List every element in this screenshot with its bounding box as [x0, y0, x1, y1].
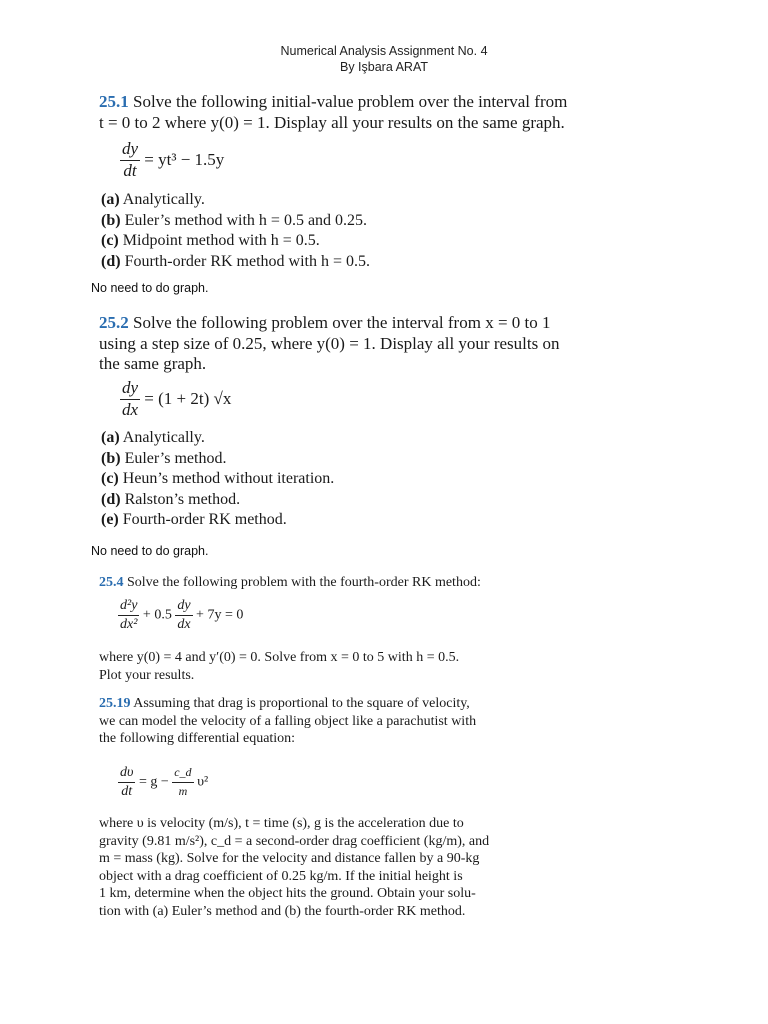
- part-item: [101, 231, 370, 252]
- statement-line: Solve the following problem with the fourth-order RK method:: [123, 575, 481, 590]
- part-label: (e): [101, 511, 119, 528]
- author-line: By Işbara ARAT: [340, 60, 428, 74]
- part-label: (d): [101, 252, 121, 270]
- statement-line: the following differential equation:: [99, 731, 296, 746]
- part-label: (c): [101, 470, 119, 487]
- part-item: [101, 428, 334, 449]
- part-item: [101, 510, 334, 531]
- eq-denominator: m: [178, 783, 188, 798]
- part-text: Heun’s method without iteration.: [118, 470, 335, 487]
- eq-denominator: dx: [177, 616, 191, 632]
- body-line: 1 km, determine when the object hits the ground. Obtain your solu-: [99, 886, 476, 901]
- part-item: [101, 211, 370, 232]
- problem-25-4-statement: [99, 574, 539, 592]
- body-line: object with a drag coefficient of 0.25 kg/m. If the initial height is: [99, 868, 463, 884]
- problem-25-4-body: [99, 649, 539, 684]
- statement-line: we can model the velocity of a falling object like a parachutist with: [99, 713, 477, 729]
- body-line: m = mass (kg). Solve for the velocity and distance fallen by a 90-kg: [99, 851, 480, 866]
- statement-line: where y(0) = 4 and y′(0) = 0. Solve from x = 0 to 5 with h = 0.5.: [99, 650, 460, 665]
- problem-number: 25.4: [99, 575, 124, 590]
- equation-25-19: [118, 764, 208, 800]
- eq-mid: = g −: [138, 774, 169, 790]
- statement-line: t = 0 to 2 where y(0) = 1. Display all your results on the same graph.: [99, 112, 565, 132]
- eq-numerator: dy: [120, 378, 140, 400]
- eq-denominator: dx²: [120, 616, 138, 632]
- statement-line: using a step size of 0.25, where y(0) = 1. Display all your results on: [99, 333, 560, 353]
- problem-number: 25.19: [99, 696, 131, 711]
- body-line: gravity (9.81 m/s²), c_d = a second-order drag coefficient (kg/m), and: [99, 833, 490, 849]
- eq-numerator: dυ: [118, 764, 135, 783]
- part-label: (b): [101, 449, 121, 467]
- part-label: (b): [101, 211, 121, 229]
- part-text: Analytically.: [119, 191, 205, 208]
- note-no-graph-1: No need to do graph.: [91, 281, 209, 295]
- note-no-graph-2: No need to do graph.: [91, 544, 209, 558]
- parts-25-1: [101, 190, 370, 272]
- part-text: Midpoint method with h = 0.5.: [118, 232, 320, 249]
- part-label: (c): [101, 232, 119, 249]
- body-line: tion with (a) Euler’s method and (b) the fourth-order RK method.: [99, 903, 466, 919]
- eq-denominator: dt: [123, 160, 137, 180]
- parts-25-2: [101, 428, 334, 531]
- eq-mid: + 0.5: [142, 607, 172, 623]
- problem-25-2-statement: [99, 313, 589, 375]
- part-label: (a): [101, 191, 120, 208]
- eq-end: υ²: [197, 774, 209, 790]
- eq-denominator: dt: [121, 783, 133, 799]
- equation-25-4: [118, 597, 243, 633]
- part-item: [101, 252, 370, 273]
- part-text: Euler’s method.: [120, 449, 227, 467]
- part-text: Ralston’s method.: [120, 490, 241, 508]
- statement-line: Solve the following initial-value problem over the interval from: [128, 92, 568, 111]
- body-line: where υ is velocity (m/s), t = time (s), g is the acceleration due to: [99, 816, 464, 831]
- statement-line: the same graph.: [99, 354, 207, 373]
- part-text: Fourth-order RK method with h = 0.5.: [120, 252, 371, 270]
- part-text: Euler’s method with h = 0.5 and 0.25.: [120, 211, 368, 229]
- eq-rhs: = yt³ − 1.5y: [144, 149, 225, 169]
- equation-25-2: [120, 378, 231, 420]
- problem-number: 25.1: [99, 92, 129, 111]
- part-text: Fourth-order RK method.: [118, 511, 287, 528]
- part-label: (a): [101, 429, 120, 446]
- eq-denominator: dx: [122, 399, 139, 419]
- part-text: Analytically.: [119, 429, 205, 446]
- problem-25-19-statement: [99, 695, 539, 748]
- equation-25-1: [120, 139, 224, 181]
- problem-25-19-body: [99, 815, 539, 920]
- statement-line: Solve the following problem over the interval from x = 0 to 1: [128, 313, 551, 332]
- part-item: [101, 490, 334, 511]
- problem-number: 25.2: [99, 313, 129, 332]
- eq-numerator: c_d: [172, 764, 193, 783]
- statement-line: Plot your results.: [99, 667, 195, 683]
- eq-end: + 7y = 0: [196, 607, 244, 623]
- part-item: [101, 449, 334, 470]
- eq-numerator: dy: [120, 139, 140, 161]
- statement-line: Assuming that drag is proportional to the square of velocity,: [130, 696, 470, 711]
- problem-25-1-statement: [99, 92, 589, 133]
- assignment-title: Numerical Analysis Assignment No. 4: [280, 44, 488, 58]
- part-label: (d): [101, 490, 121, 508]
- eq-numerator: dy: [175, 597, 192, 616]
- part-item: [101, 469, 334, 490]
- eq-rhs: = (1 + 2t) √x: [144, 388, 232, 408]
- part-item: [101, 190, 370, 211]
- eq-numerator: d²y: [118, 597, 139, 616]
